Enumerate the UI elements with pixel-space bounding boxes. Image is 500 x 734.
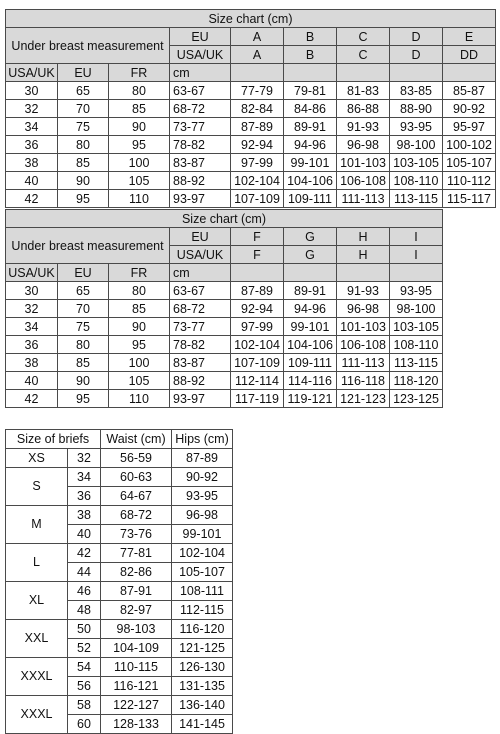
usauk-label: USA/UK bbox=[170, 46, 231, 64]
table-cell: 82-84 bbox=[231, 100, 284, 118]
table-cell: 34 bbox=[6, 318, 58, 336]
cup-us-header: A bbox=[231, 46, 284, 64]
table-cell: 90 bbox=[109, 118, 170, 136]
table-cell: 91-93 bbox=[337, 282, 390, 300]
briefs-hips: 112-115 bbox=[172, 601, 233, 620]
table-cell: 115-117 bbox=[443, 190, 496, 208]
table-cell: 108-110 bbox=[390, 336, 443, 354]
briefs-number: 46 bbox=[68, 582, 101, 601]
briefs-hips: 131-135 bbox=[172, 677, 233, 696]
briefs-hips: 141-145 bbox=[172, 715, 233, 734]
table-cell: 105 bbox=[109, 372, 170, 390]
table-cell: 90 bbox=[58, 172, 109, 190]
table-cell: 36 bbox=[6, 336, 58, 354]
table-cell: 70 bbox=[58, 300, 109, 318]
cup-us-header: F bbox=[231, 246, 284, 264]
briefs-number: 58 bbox=[68, 696, 101, 715]
table-cell: 111-113 bbox=[337, 354, 390, 372]
briefs-hips: 96-98 bbox=[172, 506, 233, 525]
table-cell: 98-100 bbox=[390, 136, 443, 154]
table-row bbox=[6, 390, 443, 408]
table-cell: 104-106 bbox=[284, 172, 337, 190]
briefs-hips: 126-130 bbox=[172, 658, 233, 677]
briefs-hips: 99-101 bbox=[172, 525, 233, 544]
column-header: EU bbox=[58, 264, 109, 282]
table-cell: 89-91 bbox=[284, 118, 337, 136]
table-cell: 83-87 bbox=[170, 354, 231, 372]
briefs-hips-header: Hips (cm) bbox=[172, 430, 233, 449]
table-row bbox=[6, 620, 233, 639]
table-cell: 101-103 bbox=[337, 154, 390, 172]
table-cell: 97-99 bbox=[231, 318, 284, 336]
table-cell: 78-82 bbox=[170, 136, 231, 154]
briefs-number: 38 bbox=[68, 506, 101, 525]
table-cell: 94-96 bbox=[284, 136, 337, 154]
table-row bbox=[6, 82, 496, 100]
briefs-size-header: Size of briefs bbox=[6, 430, 101, 449]
table-cell: 85 bbox=[58, 154, 109, 172]
table-cell: 81-83 bbox=[337, 82, 390, 100]
table-cell: 110 bbox=[109, 190, 170, 208]
table-row bbox=[6, 154, 496, 172]
table-cell: 73-77 bbox=[170, 318, 231, 336]
empty-header-cell bbox=[443, 64, 496, 82]
chart-title: Size chart (cm) bbox=[6, 210, 443, 228]
table-row bbox=[6, 658, 233, 677]
empty-header-cell bbox=[231, 64, 284, 82]
empty-header-cell bbox=[390, 64, 443, 82]
table-cell: 95 bbox=[58, 390, 109, 408]
cup-eu-header: B bbox=[284, 28, 337, 46]
table-cell: 121-123 bbox=[337, 390, 390, 408]
cup-us-header: D bbox=[390, 46, 443, 64]
briefs-waist: 122-127 bbox=[101, 696, 172, 715]
briefs-size-label: S bbox=[6, 468, 68, 506]
table-cell: 30 bbox=[6, 282, 58, 300]
table-cell: 80 bbox=[109, 82, 170, 100]
table-cell: 107-109 bbox=[231, 190, 284, 208]
briefs-number: 44 bbox=[68, 563, 101, 582]
table-cell: 99-101 bbox=[284, 154, 337, 172]
table-cell: 112-114 bbox=[231, 372, 284, 390]
table-cell: 97-99 bbox=[231, 154, 284, 172]
table-cell: 110-112 bbox=[443, 172, 496, 190]
cup-us-header: H bbox=[337, 246, 390, 264]
briefs-number: 36 bbox=[68, 487, 101, 506]
briefs-size-table bbox=[5, 429, 233, 734]
briefs-number: 52 bbox=[68, 639, 101, 658]
table-cell: 85 bbox=[58, 354, 109, 372]
column-header: cm bbox=[170, 264, 231, 282]
table-cell: 110 bbox=[109, 390, 170, 408]
table-cell: 119-121 bbox=[284, 390, 337, 408]
table-row bbox=[6, 354, 443, 372]
table-cell: 40 bbox=[6, 372, 58, 390]
table-cell: 104-106 bbox=[284, 336, 337, 354]
table-cell: 109-111 bbox=[284, 190, 337, 208]
briefs-waist: 77-81 bbox=[101, 544, 172, 563]
table-cell: 109-111 bbox=[284, 354, 337, 372]
briefs-hips: 102-104 bbox=[172, 544, 233, 563]
table-cell: 42 bbox=[6, 390, 58, 408]
table-row bbox=[6, 318, 443, 336]
column-header: FR bbox=[109, 264, 170, 282]
table-row bbox=[6, 372, 443, 390]
table-cell: 113-115 bbox=[390, 354, 443, 372]
briefs-waist: 98-103 bbox=[101, 620, 172, 639]
cup-eu-header: D bbox=[390, 28, 443, 46]
table-cell: 38 bbox=[6, 354, 58, 372]
table-cell: 123-125 bbox=[390, 390, 443, 408]
table-cell: 91-93 bbox=[337, 118, 390, 136]
table-row bbox=[6, 582, 233, 601]
briefs-size-label: XXL bbox=[6, 620, 68, 658]
briefs-size-label: XXXL bbox=[6, 658, 68, 696]
table-cell: 83-87 bbox=[170, 154, 231, 172]
table-cell: 77-79 bbox=[231, 82, 284, 100]
briefs-hips: 90-92 bbox=[172, 468, 233, 487]
table-cell: 108-110 bbox=[390, 172, 443, 190]
table-row bbox=[6, 172, 496, 190]
table-cell: 75 bbox=[58, 318, 109, 336]
table-cell: 102-104 bbox=[231, 172, 284, 190]
table-cell: 80 bbox=[58, 336, 109, 354]
table-cell: 94-96 bbox=[284, 300, 337, 318]
table-cell: 85-87 bbox=[443, 82, 496, 100]
table-cell: 99-101 bbox=[284, 318, 337, 336]
table-row bbox=[6, 696, 233, 715]
table-cell: 101-103 bbox=[337, 318, 390, 336]
briefs-waist: 87-91 bbox=[101, 582, 172, 601]
cup-eu-header: E bbox=[443, 28, 496, 46]
briefs-hips: 108-111 bbox=[172, 582, 233, 601]
table-cell: 88-92 bbox=[170, 372, 231, 390]
table-cell: 95-97 bbox=[443, 118, 496, 136]
briefs-waist: 82-86 bbox=[101, 563, 172, 582]
table-cell: 95 bbox=[109, 336, 170, 354]
table-cell: 78-82 bbox=[170, 336, 231, 354]
table-cell: 90 bbox=[109, 318, 170, 336]
eu-label: EU bbox=[170, 28, 231, 46]
table-row bbox=[6, 118, 496, 136]
eu-label: EU bbox=[170, 228, 231, 246]
table-cell: 95 bbox=[109, 136, 170, 154]
chart-title: Size chart (cm) bbox=[6, 10, 496, 28]
table-cell: 95 bbox=[58, 190, 109, 208]
table-cell: 38 bbox=[6, 154, 58, 172]
table-cell: 65 bbox=[58, 282, 109, 300]
table-cell: 90 bbox=[58, 372, 109, 390]
briefs-waist: 68-72 bbox=[101, 506, 172, 525]
cup-us-header: G bbox=[284, 246, 337, 264]
table-cell: 100-102 bbox=[443, 136, 496, 154]
table-row bbox=[6, 300, 443, 318]
table-cell: 63-67 bbox=[170, 82, 231, 100]
size-chart-f-i bbox=[5, 209, 443, 408]
table-cell: 114-116 bbox=[284, 372, 337, 390]
table-cell: 36 bbox=[6, 136, 58, 154]
table-cell: 63-67 bbox=[170, 282, 231, 300]
cup-eu-header: H bbox=[337, 228, 390, 246]
table-cell: 88-90 bbox=[390, 100, 443, 118]
table-cell: 87-89 bbox=[231, 118, 284, 136]
table-cell: 103-105 bbox=[390, 318, 443, 336]
column-header: USA/UK bbox=[6, 64, 58, 82]
empty-header-cell bbox=[284, 64, 337, 82]
table-row bbox=[6, 190, 496, 208]
briefs-number: 40 bbox=[68, 525, 101, 544]
cup-us-header: B bbox=[284, 46, 337, 64]
table-cell: 32 bbox=[6, 100, 58, 118]
table-cell: 87-89 bbox=[231, 282, 284, 300]
size-chart-a-e bbox=[5, 9, 496, 208]
table-cell: 116-118 bbox=[337, 372, 390, 390]
table-cell: 107-109 bbox=[231, 354, 284, 372]
cup-eu-header: F bbox=[231, 228, 284, 246]
table-cell: 103-105 bbox=[390, 154, 443, 172]
briefs-size-label: XXXL bbox=[6, 696, 68, 734]
table-cell: 88-92 bbox=[170, 172, 231, 190]
table-cell: 90-92 bbox=[443, 100, 496, 118]
cup-eu-header: C bbox=[337, 28, 390, 46]
table-cell: 92-94 bbox=[231, 300, 284, 318]
table-cell: 84-86 bbox=[284, 100, 337, 118]
cup-eu-header: I bbox=[390, 228, 443, 246]
table-cell: 93-97 bbox=[170, 190, 231, 208]
under-breast-label: Under breast measurement bbox=[6, 28, 170, 64]
table-cell: 100 bbox=[109, 154, 170, 172]
briefs-size-label: XS bbox=[6, 449, 68, 468]
cup-eu-header: A bbox=[231, 28, 284, 46]
briefs-waist: 104-109 bbox=[101, 639, 172, 658]
briefs-size-label: M bbox=[6, 506, 68, 544]
briefs-number: 60 bbox=[68, 715, 101, 734]
briefs-hips: 87-89 bbox=[172, 449, 233, 468]
briefs-number: 54 bbox=[68, 658, 101, 677]
table-row bbox=[6, 136, 496, 154]
table-row bbox=[6, 336, 443, 354]
table-cell: 85 bbox=[109, 300, 170, 318]
table-cell: 42 bbox=[6, 190, 58, 208]
cup-us-header: DD bbox=[443, 46, 496, 64]
table-cell: 105 bbox=[109, 172, 170, 190]
table-cell: 75 bbox=[58, 118, 109, 136]
briefs-waist-header: Waist (cm) bbox=[101, 430, 172, 449]
cup-us-header: I bbox=[390, 246, 443, 264]
table-cell: 68-72 bbox=[170, 100, 231, 118]
cup-us-header: C bbox=[337, 46, 390, 64]
briefs-size-label: XL bbox=[6, 582, 68, 620]
table-cell: 79-81 bbox=[284, 82, 337, 100]
table-cell: 117-119 bbox=[231, 390, 284, 408]
table-row bbox=[6, 544, 233, 563]
briefs-waist: 128-133 bbox=[101, 715, 172, 734]
table-cell: 93-95 bbox=[390, 118, 443, 136]
column-header: EU bbox=[58, 64, 109, 82]
briefs-waist: 60-63 bbox=[101, 468, 172, 487]
table-row bbox=[6, 468, 233, 487]
empty-header-cell bbox=[231, 264, 284, 282]
table-row bbox=[6, 282, 443, 300]
table-cell: 30 bbox=[6, 82, 58, 100]
briefs-hips: 93-95 bbox=[172, 487, 233, 506]
table-cell: 83-85 bbox=[390, 82, 443, 100]
briefs-hips: 136-140 bbox=[172, 696, 233, 715]
briefs-waist: 116-121 bbox=[101, 677, 172, 696]
briefs-number: 34 bbox=[68, 468, 101, 487]
table-cell: 40 bbox=[6, 172, 58, 190]
empty-header-cell bbox=[284, 264, 337, 282]
briefs-number: 32 bbox=[68, 449, 101, 468]
table-cell: 100 bbox=[109, 354, 170, 372]
column-header: cm bbox=[170, 64, 231, 82]
briefs-number: 48 bbox=[68, 601, 101, 620]
briefs-waist: 56-59 bbox=[101, 449, 172, 468]
empty-header-cell bbox=[390, 264, 443, 282]
briefs-hips: 116-120 bbox=[172, 620, 233, 639]
empty-header-cell bbox=[337, 64, 390, 82]
table-cell: 96-98 bbox=[337, 300, 390, 318]
table-cell: 98-100 bbox=[390, 300, 443, 318]
table-cell: 105-107 bbox=[443, 154, 496, 172]
briefs-waist: 110-115 bbox=[101, 658, 172, 677]
table-cell: 118-120 bbox=[390, 372, 443, 390]
table-cell: 32 bbox=[6, 300, 58, 318]
briefs-waist: 82-97 bbox=[101, 601, 172, 620]
table-cell: 106-108 bbox=[337, 336, 390, 354]
table-cell: 80 bbox=[58, 136, 109, 154]
briefs-number: 50 bbox=[68, 620, 101, 639]
table-row bbox=[6, 100, 496, 118]
table-cell: 65 bbox=[58, 82, 109, 100]
table-row bbox=[6, 449, 233, 468]
briefs-waist: 64-67 bbox=[101, 487, 172, 506]
table-cell: 102-104 bbox=[231, 336, 284, 354]
usauk-label: USA/UK bbox=[170, 246, 231, 264]
table-cell: 73-77 bbox=[170, 118, 231, 136]
table-row bbox=[6, 506, 233, 525]
table-cell: 92-94 bbox=[231, 136, 284, 154]
table-cell: 106-108 bbox=[337, 172, 390, 190]
table-cell: 111-113 bbox=[337, 190, 390, 208]
table-cell: 113-115 bbox=[390, 190, 443, 208]
table-cell: 34 bbox=[6, 118, 58, 136]
cup-eu-header: G bbox=[284, 228, 337, 246]
table-cell: 70 bbox=[58, 100, 109, 118]
under-breast-label: Under breast measurement bbox=[6, 228, 170, 264]
table-cell: 86-88 bbox=[337, 100, 390, 118]
briefs-hips: 105-107 bbox=[172, 563, 233, 582]
table-cell: 93-95 bbox=[390, 282, 443, 300]
briefs-number: 56 bbox=[68, 677, 101, 696]
briefs-size-label: L bbox=[6, 544, 68, 582]
column-header: USA/UK bbox=[6, 264, 58, 282]
table-cell: 85 bbox=[109, 100, 170, 118]
table-cell: 96-98 bbox=[337, 136, 390, 154]
briefs-number: 42 bbox=[68, 544, 101, 563]
column-header: FR bbox=[109, 64, 170, 82]
briefs-hips: 121-125 bbox=[172, 639, 233, 658]
table-cell: 89-91 bbox=[284, 282, 337, 300]
empty-header-cell bbox=[337, 264, 390, 282]
table-cell: 80 bbox=[109, 282, 170, 300]
table-cell: 68-72 bbox=[170, 300, 231, 318]
briefs-waist: 73-76 bbox=[101, 525, 172, 544]
table-cell: 93-97 bbox=[170, 390, 231, 408]
